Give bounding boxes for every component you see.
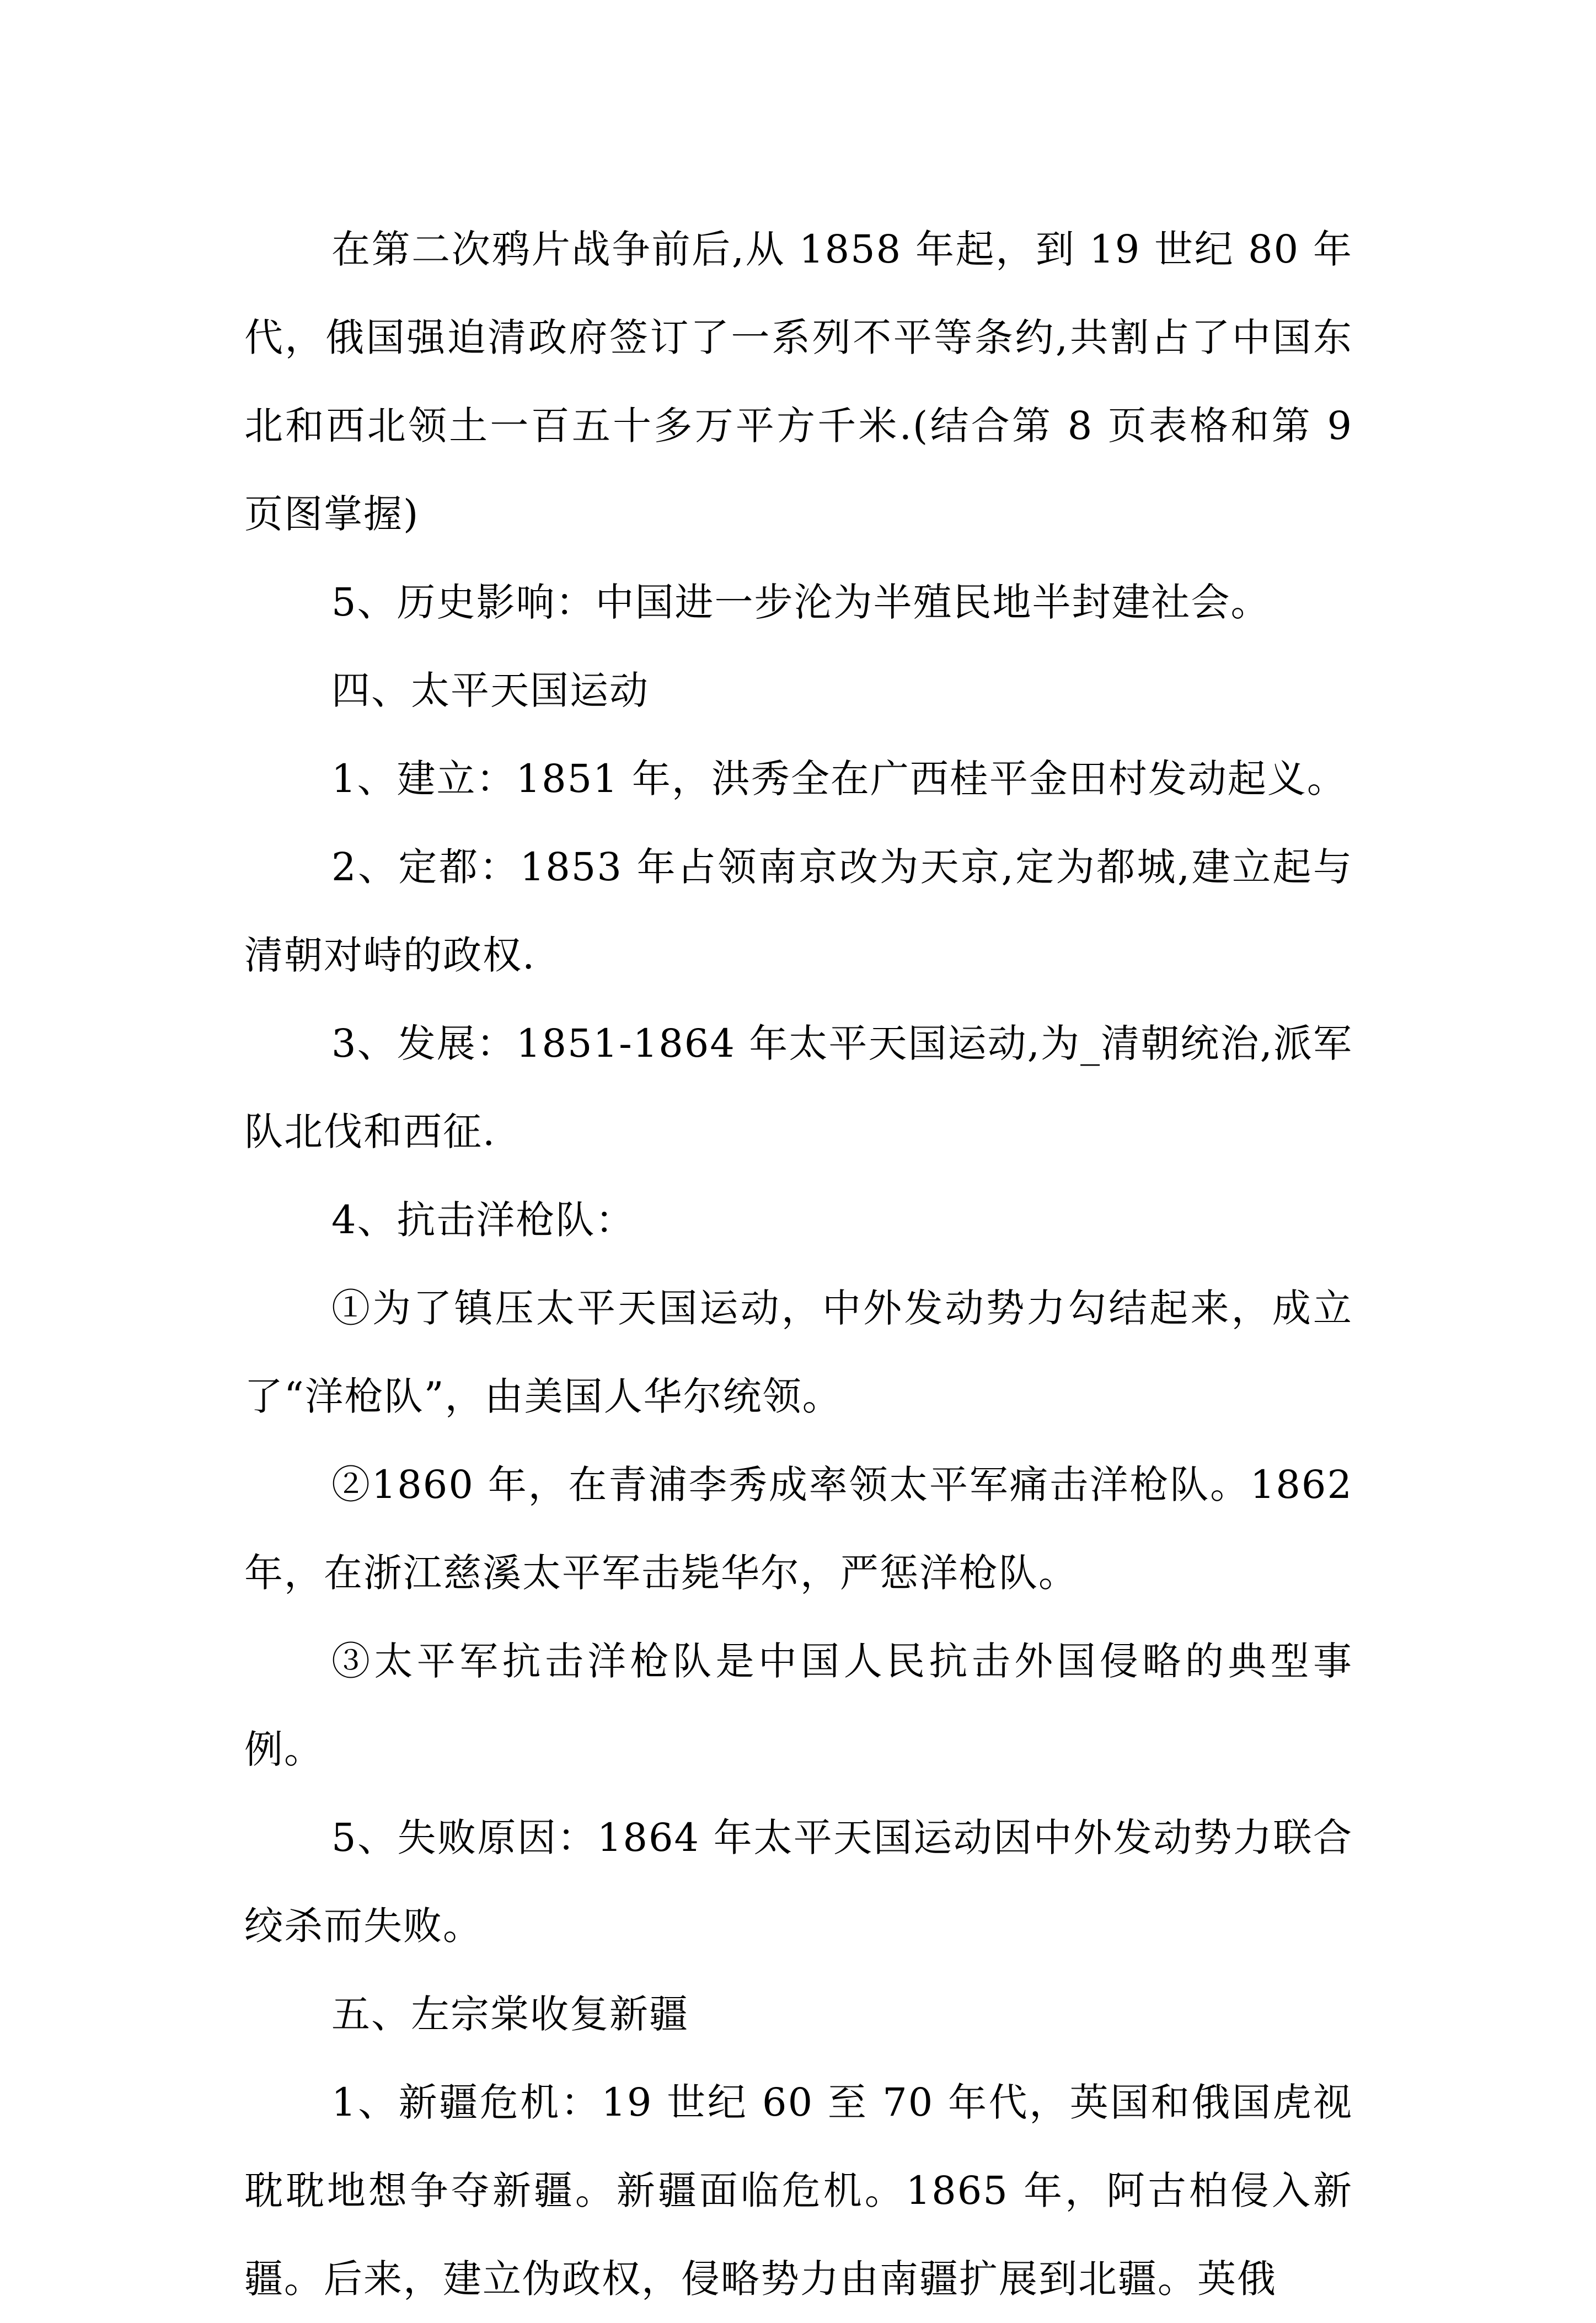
paragraph-taiping-failure: 5、失败原因：1864 年太平天国运动因中外发动势力联合绞杀而失败。 (244, 1815, 1353, 1949)
paragraph-taiping-founding: 1、建立：1851 年，洪秀全在广西桂平金田村发动起义。 (331, 756, 1347, 801)
section-heading-taiping: 四、太平天国运动 (331, 668, 649, 713)
list-item-1: ①为了镇压太平天国运动，中外发动势力勾结起来，成立了“洋枪队”，由美国人华尔统领。 (244, 1286, 1353, 1419)
list-item-2: ②1860 年，在青浦李秀成率领太平军痛击洋枪队。1862 年，在浙江慈溪太平军击毙华尔，严惩洋枪队。 (244, 1462, 1353, 1596)
paragraph-historical-impact: 5、历史影响：中国进一步沦为半殖民地半封建社会。 (331, 580, 1271, 625)
section-heading-xinjiang: 五、左宗棠收复新疆 (331, 1992, 689, 2037)
paragraph-resist-ever-victorious-army: 4、抗击洋枪队： (331, 1197, 635, 1243)
list-item-3: ③太平军抗击洋枪队是中国人民抗击外国侵略的典型事例。 (244, 1639, 1353, 1772)
document-body (244, 205, 1353, 2323)
paragraph-taiping-capital: 2、定都：1853 年占领南京改为天京,定为都城,建立起与清朝对峙的政权. (244, 844, 1353, 978)
paragraph-xinjiang-crisis: 1、新疆危机：19 世纪 60 至 70 年代，英国和俄国虎视耽耽地想争夺新疆。新疆面临危机。1865 年，阿古柏侵入新疆。后来，建立伪政权，侵略势力由南疆扩展到北疆。英俄 (244, 2080, 1353, 2301)
paragraph-russia-treaties: 在第二次鸦片战争前后,从 1858 年起，到 19 世纪 80 年代，俄国强迫清政府签订了一系列不平等条约,共割占了中国东北和西北领土一百五十多万平方千米.(结合第 8 页表格和第 9 页图掌握) (244, 227, 1353, 537)
paragraph-taiping-development: 3、发展：1851-1864 年太平天国运动,为_清朝统治,派军队北伐和西征. (244, 1021, 1353, 1154)
